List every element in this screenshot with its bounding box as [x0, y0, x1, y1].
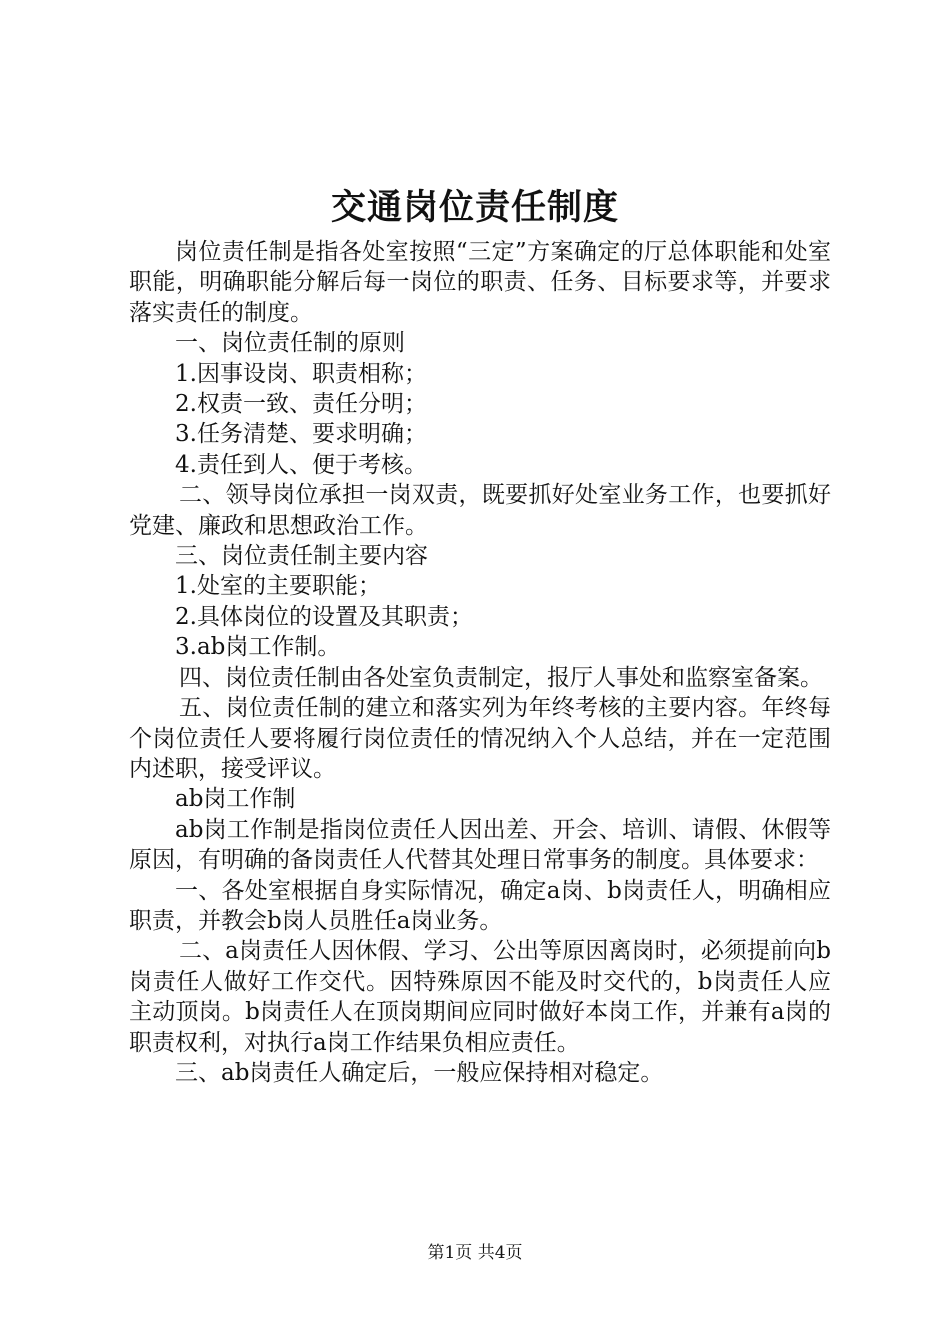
list-item: 3.ab岗工作制。 — [175, 634, 341, 661]
section-heading: ab岗工作制 — [175, 786, 296, 813]
paragraph: 岗位责任制是指各处室按照“三定”方案确定的厅总体职能和处室职能，明确职能分解后每一岗位的职责、任务、目标要求等，并要求落实责任的制度。 — [129, 239, 831, 326]
document-body — [129, 237, 831, 1088]
paragraph: 四、岗位责任制由各处室负责制定，报厅人事处和监察室备案。 — [179, 664, 823, 691]
section-heading: 三、岗位责任制主要内容 — [175, 543, 428, 570]
page-footer: 第1页 共4页 — [427, 1243, 523, 1263]
paragraph: 二、领导岗位承担一岗双责，既要抓好处室业务工作，也要抓好党建、廉政和思想政治工作。 — [129, 482, 831, 539]
list-item: 2.具体岗位的设置及其职责； — [175, 603, 473, 630]
paragraph: 二、a岗责任人因休假、学习、公出等原因离岗时，必须提前向b岗责任人做好工作交代。因特殊原因不能及时交代的，b岗责任人应主动顶岗。b岗责任人在顶岗期间应同时做好本岗工作，并兼有a岗的职责权利，对执行a岗工作结果负相应责任。 — [129, 938, 831, 1056]
paragraph: 一、各处室根据自身实际情况，确定a岗、b岗责任人，明确相应职责，并教会b岗人员胜任a岗业务。 — [129, 877, 831, 934]
list-item: 3.任务清楚、要求明确； — [175, 421, 427, 448]
list-item: 1.处室的主要职能； — [175, 573, 381, 600]
section-heading: 一、岗位责任制的原则 — [175, 330, 405, 357]
paragraph: 三、ab岗责任人确定后，一般应保持相对稳定。 — [175, 1059, 664, 1086]
paragraph: 五、岗位责任制的建立和落实列为年终考核的主要内容。年终每个岗位责任人要将履行岗位责任的情况纳入个人总结，并在一定范围内述职，接受评议。 — [129, 695, 831, 782]
document-title: 交通岗位责任制度 — [330, 187, 619, 228]
list-item: 2.权责一致、责任分明； — [175, 391, 427, 418]
paragraph: ab岗工作制是指岗位责任人因出差、开会、培训、请假、休假等原因，有明确的备岗责任人代替其处理日常事务的制度。具体要求： — [129, 816, 831, 874]
list-item: 1.因事设岗、职责相称； — [175, 360, 427, 387]
list-item: 4.责任到人、便于考核。 — [175, 451, 427, 478]
